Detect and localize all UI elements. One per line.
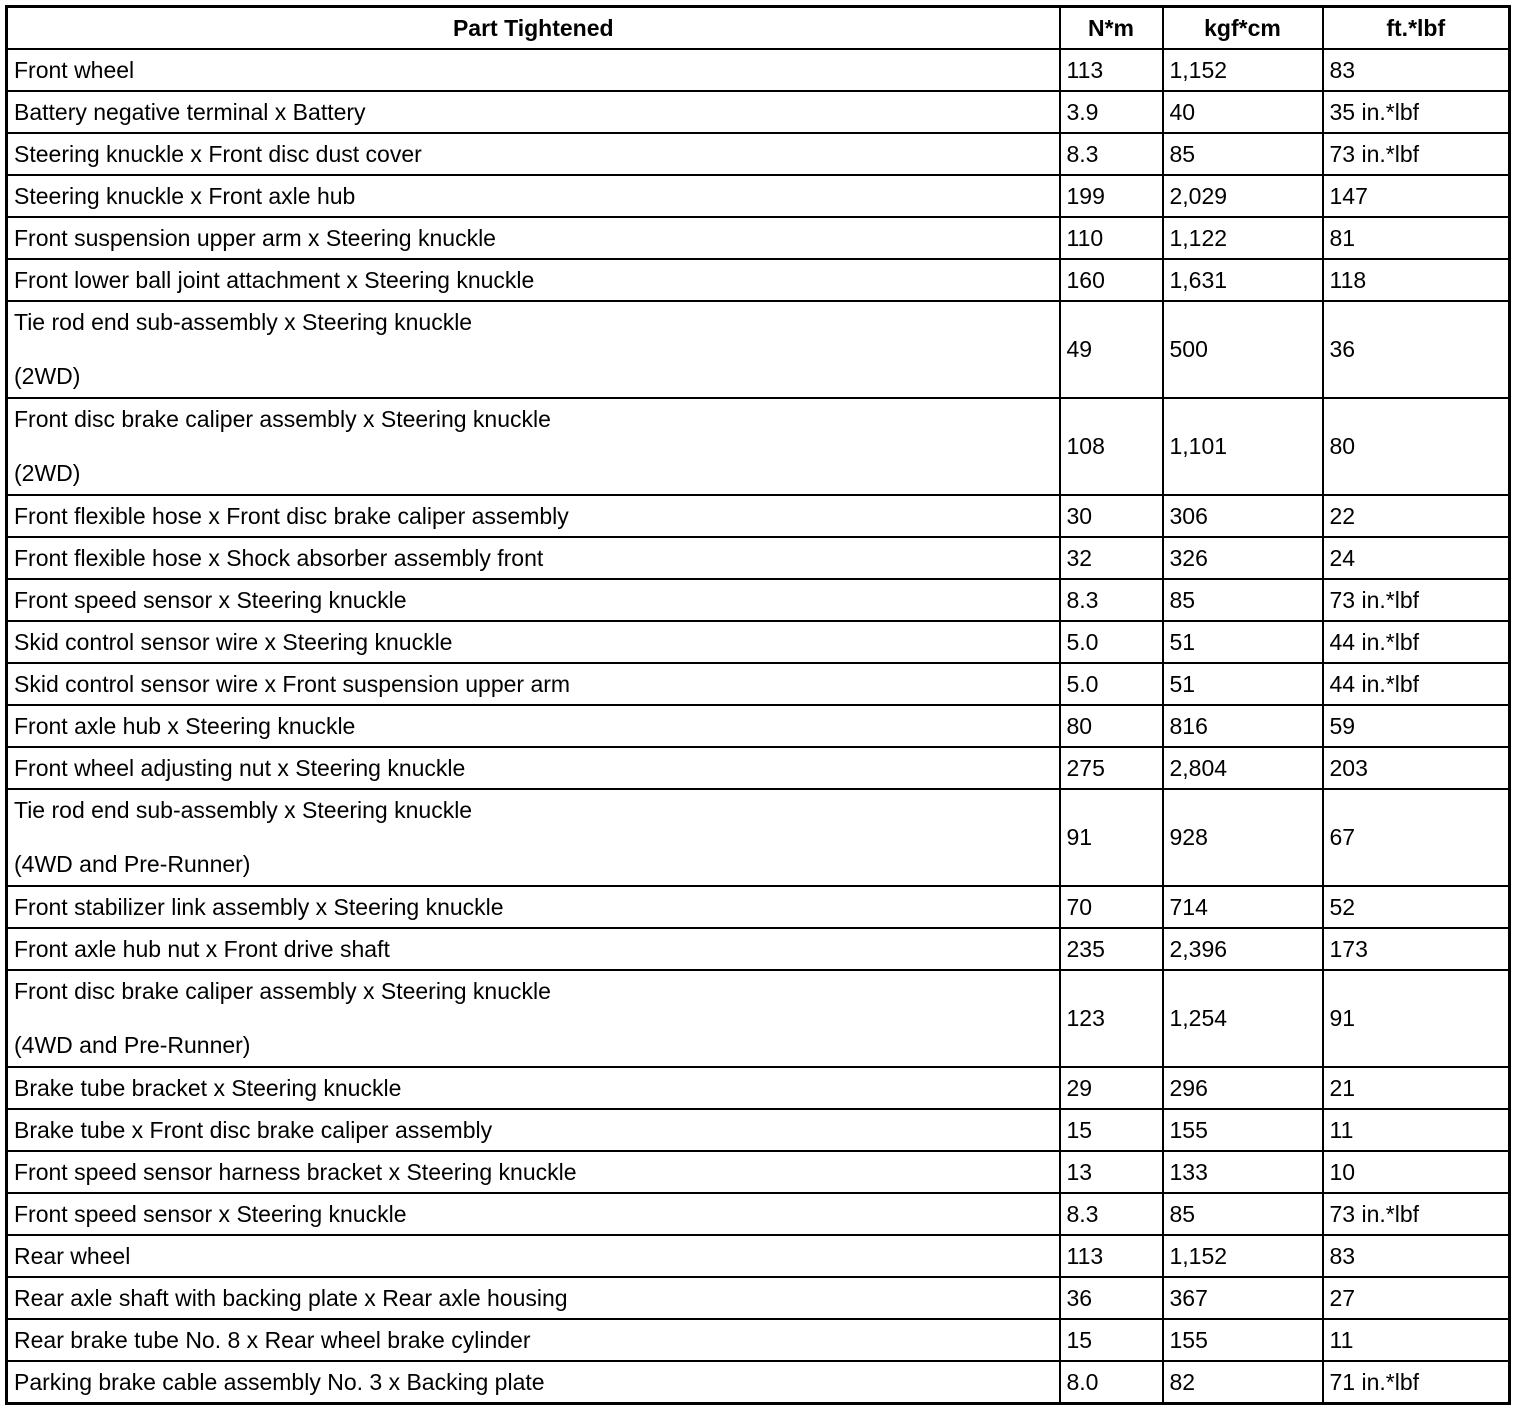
cell-ftlbf: 118 <box>1323 259 1510 301</box>
cell-kgfcm: 2,804 <box>1163 747 1323 789</box>
cell-nm: 13 <box>1060 1151 1163 1193</box>
header-part-tightened: Part Tightened <box>7 7 1060 50</box>
cell-kgfcm: 326 <box>1163 537 1323 579</box>
cell-kgfcm: 1,122 <box>1163 217 1323 259</box>
cell-kgfcm: 155 <box>1163 1109 1323 1151</box>
cell-ftlbf: 73 in.*lbf <box>1323 1193 1510 1235</box>
part-name: Front disc brake caliper assembly x Steering knuckle <box>14 406 551 432</box>
cell-kgfcm: 367 <box>1163 1277 1323 1319</box>
cell-ftlbf: 80 <box>1323 398 1510 495</box>
part-name: Front lower ball joint attachment x Steering knuckle <box>14 266 535 293</box>
cell-kgfcm: 133 <box>1163 1151 1323 1193</box>
cell-kgfcm: 51 <box>1163 621 1323 663</box>
cell-nm: 49 <box>1060 301 1163 398</box>
cell-ftlbf: 11 <box>1323 1109 1510 1151</box>
cell-kgfcm: 1,101 <box>1163 398 1323 495</box>
cell-kgfcm: 85 <box>1163 133 1323 175</box>
part-name: Tie rod end sub-assembly x Steering knuckle <box>14 797 473 823</box>
cell-kgfcm: 928 <box>1163 789 1323 886</box>
cell-part-tightened <box>7 579 1060 621</box>
table-row <box>7 175 1510 217</box>
cell-kgfcm: 1,631 <box>1163 259 1323 301</box>
part-condition: (2WD) <box>14 363 81 389</box>
cell-kgfcm: 306 <box>1163 495 1323 537</box>
header-kgfcm: kgf*cm <box>1163 7 1323 50</box>
cell-nm: 275 <box>1060 747 1163 789</box>
cell-nm: 5.0 <box>1060 621 1163 663</box>
part-name: Front disc brake caliper assembly x Steering knuckle <box>14 978 551 1004</box>
table-row <box>7 1067 1510 1109</box>
part-name: Front stabilizer link assembly x Steering knuckle <box>14 893 504 920</box>
cell-nm: 70 <box>1060 886 1163 928</box>
cell-kgfcm: 85 <box>1163 1193 1323 1235</box>
cell-kgfcm: 155 <box>1163 1319 1323 1361</box>
torque-specification-table <box>5 5 1511 1405</box>
table-row <box>7 621 1510 663</box>
cell-nm: 235 <box>1060 928 1163 970</box>
table-row <box>7 398 1510 495</box>
cell-part-tightened <box>7 705 1060 747</box>
cell-ftlbf: 59 <box>1323 705 1510 747</box>
cell-kgfcm: 714 <box>1163 886 1323 928</box>
cell-part-tightened <box>7 1319 1060 1361</box>
table-row <box>7 91 1510 133</box>
cell-ftlbf: 83 <box>1323 49 1510 91</box>
table-row <box>7 301 1510 398</box>
cell-part-tightened <box>7 301 1060 398</box>
cell-part-tightened <box>7 1193 1060 1235</box>
part-name: Battery negative terminal x Battery <box>14 98 366 125</box>
cell-nm: 110 <box>1060 217 1163 259</box>
cell-nm: 8.3 <box>1060 1193 1163 1235</box>
part-name: Tie rod end sub-assembly x Steering knuckle <box>14 309 473 335</box>
cell-nm: 160 <box>1060 259 1163 301</box>
table-header-row <box>7 7 1510 50</box>
part-name: Front speed sensor x Steering knuckle <box>14 1200 407 1227</box>
table-row <box>7 537 1510 579</box>
cell-part-tightened <box>7 663 1060 705</box>
part-name: Skid control sensor wire x Steering knuckle <box>14 628 453 655</box>
part-name: Front wheel adjusting nut x Steering knuckle <box>14 754 466 781</box>
cell-ftlbf: 21 <box>1323 1067 1510 1109</box>
cell-ftlbf: 81 <box>1323 217 1510 259</box>
part-name: Front speed sensor harness bracket x Steering knuckle <box>14 1158 577 1185</box>
table-row <box>7 495 1510 537</box>
cell-kgfcm: 2,029 <box>1163 175 1323 217</box>
cell-nm: 8.3 <box>1060 579 1163 621</box>
cell-nm: 8.0 <box>1060 1361 1163 1404</box>
cell-ftlbf: 10 <box>1323 1151 1510 1193</box>
cell-part-tightened <box>7 747 1060 789</box>
table-row <box>7 133 1510 175</box>
table-row <box>7 1151 1510 1193</box>
table-row <box>7 1277 1510 1319</box>
cell-ftlbf: 44 in.*lbf <box>1323 621 1510 663</box>
cell-ftlbf: 67 <box>1323 789 1510 886</box>
table-row <box>7 1109 1510 1151</box>
cell-part-tightened <box>7 259 1060 301</box>
cell-kgfcm: 2,396 <box>1163 928 1323 970</box>
cell-nm: 91 <box>1060 789 1163 886</box>
cell-nm: 36 <box>1060 1277 1163 1319</box>
cell-ftlbf: 71 in.*lbf <box>1323 1361 1510 1404</box>
part-name: Rear brake tube No. 8 x Rear wheel brake cylinder <box>14 1326 531 1353</box>
cell-ftlbf: 203 <box>1323 747 1510 789</box>
cell-nm: 123 <box>1060 970 1163 1067</box>
part-name: Front suspension upper arm x Steering knuckle <box>14 224 496 251</box>
cell-ftlbf: 35 in.*lbf <box>1323 91 1510 133</box>
cell-nm: 30 <box>1060 495 1163 537</box>
cell-part-tightened <box>7 91 1060 133</box>
part-name: Brake tube x Front disc brake caliper assembly <box>14 1116 493 1143</box>
cell-nm: 15 <box>1060 1109 1163 1151</box>
cell-kgfcm: 82 <box>1163 1361 1323 1404</box>
table-row <box>7 1319 1510 1361</box>
part-name: Rear axle shaft with backing plate x Rear axle housing <box>14 1284 568 1311</box>
cell-part-tightened <box>7 537 1060 579</box>
table-row <box>7 1235 1510 1277</box>
cell-ftlbf: 91 <box>1323 970 1510 1067</box>
cell-part-tightened <box>7 1109 1060 1151</box>
cell-part-tightened <box>7 1277 1060 1319</box>
part-name: Front axle hub nut x Front drive shaft <box>14 935 390 962</box>
cell-part-tightened <box>7 217 1060 259</box>
part-name: Front speed sensor x Steering knuckle <box>14 586 407 613</box>
table-body <box>7 49 1510 1404</box>
part-name: Parking brake cable assembly No. 3 x Backing plate <box>14 1368 545 1395</box>
part-name: Rear wheel <box>14 1242 131 1269</box>
table-row <box>7 886 1510 928</box>
cell-part-tightened <box>7 49 1060 91</box>
table-row <box>7 49 1510 91</box>
cell-part-tightened <box>7 1235 1060 1277</box>
cell-part-tightened <box>7 928 1060 970</box>
cell-kgfcm: 500 <box>1163 301 1323 398</box>
cell-kgfcm: 1,152 <box>1163 49 1323 91</box>
cell-ftlbf: 22 <box>1323 495 1510 537</box>
cell-ftlbf: 73 in.*lbf <box>1323 579 1510 621</box>
part-condition: (4WD and Pre-Runner) <box>14 851 251 877</box>
cell-part-tightened <box>7 621 1060 663</box>
cell-ftlbf: 11 <box>1323 1319 1510 1361</box>
part-condition: (4WD and Pre-Runner) <box>14 1032 251 1058</box>
cell-nm: 15 <box>1060 1319 1163 1361</box>
cell-kgfcm: 40 <box>1163 91 1323 133</box>
cell-nm: 80 <box>1060 705 1163 747</box>
cell-kgfcm: 816 <box>1163 705 1323 747</box>
cell-nm: 29 <box>1060 1067 1163 1109</box>
part-condition: (2WD) <box>14 460 81 486</box>
cell-kgfcm: 85 <box>1163 579 1323 621</box>
cell-ftlbf: 44 in.*lbf <box>1323 663 1510 705</box>
cell-ftlbf: 73 in.*lbf <box>1323 133 1510 175</box>
cell-ftlbf: 83 <box>1323 1235 1510 1277</box>
part-name: Skid control sensor wire x Front suspension upper arm <box>14 670 571 697</box>
table-row <box>7 789 1510 886</box>
cell-part-tightened <box>7 133 1060 175</box>
part-name: Brake tube bracket x Steering knuckle <box>14 1074 402 1101</box>
cell-ftlbf: 173 <box>1323 928 1510 970</box>
header-ftlbf: ft.*lbf <box>1323 7 1510 50</box>
table-row <box>7 1361 1510 1404</box>
cell-part-tightened <box>7 886 1060 928</box>
part-name: Front axle hub x Steering knuckle <box>14 712 356 739</box>
table-row <box>7 928 1510 970</box>
table-row <box>7 259 1510 301</box>
part-name: Front flexible hose x Front disc brake caliper assembly <box>14 502 569 529</box>
table-row <box>7 1193 1510 1235</box>
cell-nm: 32 <box>1060 537 1163 579</box>
table-row <box>7 747 1510 789</box>
part-name: Steering knuckle x Front axle hub <box>14 182 356 209</box>
part-name: Steering knuckle x Front disc dust cover <box>14 140 422 167</box>
cell-kgfcm: 51 <box>1163 663 1323 705</box>
table-row <box>7 970 1510 1067</box>
cell-nm: 3.9 <box>1060 91 1163 133</box>
cell-nm: 8.3 <box>1060 133 1163 175</box>
table-row <box>7 579 1510 621</box>
part-name: Front wheel <box>14 56 135 83</box>
cell-nm: 5.0 <box>1060 663 1163 705</box>
cell-nm: 108 <box>1060 398 1163 495</box>
cell-part-tightened <box>7 495 1060 537</box>
cell-part-tightened <box>7 1151 1060 1193</box>
cell-kgfcm: 1,152 <box>1163 1235 1323 1277</box>
cell-ftlbf: 24 <box>1323 537 1510 579</box>
cell-ftlbf: 147 <box>1323 175 1510 217</box>
table-row <box>7 705 1510 747</box>
table-row <box>7 663 1510 705</box>
cell-nm: 199 <box>1060 175 1163 217</box>
cell-part-tightened <box>7 1361 1060 1404</box>
cell-nm: 113 <box>1060 49 1163 91</box>
cell-kgfcm: 296 <box>1163 1067 1323 1109</box>
header-nm: N*m <box>1060 7 1163 50</box>
cell-ftlbf: 36 <box>1323 301 1510 398</box>
cell-kgfcm: 1,254 <box>1163 970 1323 1067</box>
cell-nm: 113 <box>1060 1235 1163 1277</box>
cell-part-tightened <box>7 789 1060 886</box>
cell-ftlbf: 52 <box>1323 886 1510 928</box>
part-name: Front flexible hose x Shock absorber assembly front <box>14 544 544 571</box>
table-row <box>7 217 1510 259</box>
cell-ftlbf: 27 <box>1323 1277 1510 1319</box>
cell-part-tightened <box>7 398 1060 495</box>
cell-part-tightened <box>7 175 1060 217</box>
cell-part-tightened <box>7 970 1060 1067</box>
cell-part-tightened <box>7 1067 1060 1109</box>
